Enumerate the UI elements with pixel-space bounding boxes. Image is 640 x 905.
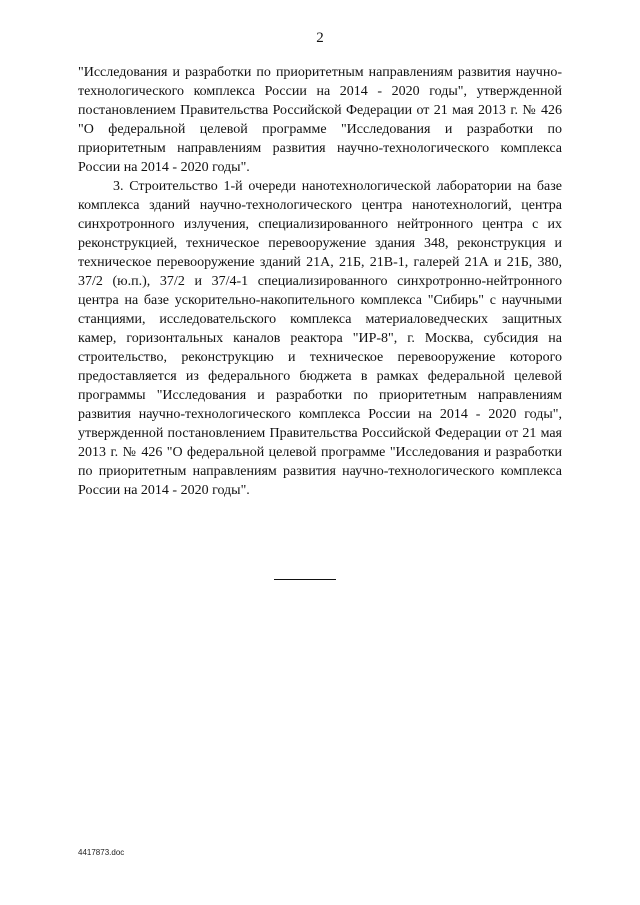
paragraph-item-3: 3. Строительство 1-й очереди нанотехнологической лаборатории на базе комплекса зданий научно-технологического центра нанотехнологий, центра синхротронного излучения, специализированного нейтронного центра с их реконструкцией, техническое перевооружение здания 348, реконструкция и техническое перевооружение зданий 21А, 21Б, 21В-1, галерей 21А и 21Б, 380, 37/2 (ю.п.), 37/2 и 37/4-1 специализированного синхротронно-нейтронного центра на базе ускорительно-накопительного комплекса "Сибирь" с научными станциями, исследовательского комплекса материаловедческих защитных камер, горизонтальных каналов реактора "ИР-8", г. Москва, субсидия на строительство, реконструкцию и техническое перевооружение которого предоставляется из федерального бюджета в рамках федеральной целевой программы "Исследования и разработки по приоритетным направлениям развития научно-технологического комплекса России на 2014 - 2020 годы", утвержденной постановлением Правительства Российской Федерации от 21 мая 2013 г. № 426 "О федеральной целевой программе "Исследования и разработки по приоритетным направлениям развития научно-технологического комплекса России на 2014 - 2020 годы". (78, 179, 562, 498)
document-file-id: 4417873.doc (78, 848, 125, 857)
paragraph-continuation: "Исследования и разработки по приоритетным направлениям развития научно-технологического комплекса России на 2014 - 2020 годы", утвержденной постановлением Правительства Российской Федерации от 21 мая 2013 г. № 426 "О федеральной целевой программе "Исследования и разработки по приоритетным направлениям развития научно-технологического комплекса России на 2014 - 2020 годы". (78, 65, 562, 175)
end-separator-line (274, 579, 336, 580)
page-number: 2 (316, 30, 324, 46)
document-body (78, 63, 562, 500)
